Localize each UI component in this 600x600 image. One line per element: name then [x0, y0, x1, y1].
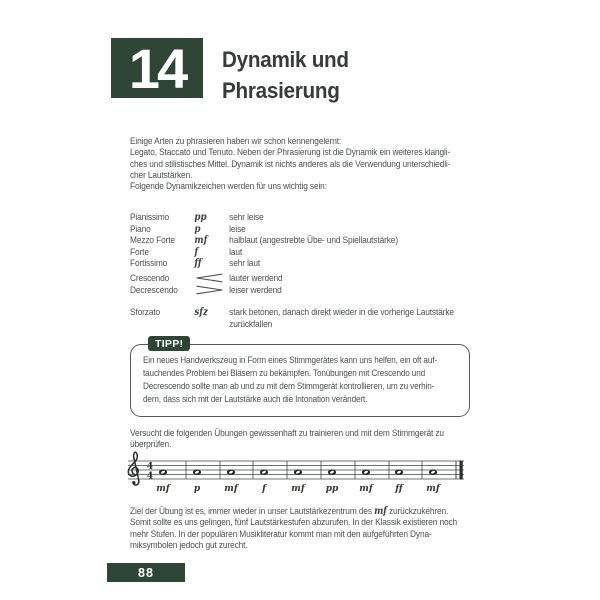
dynamic-description: laut [229, 246, 243, 258]
tip-line: Decrescendo sollte man ab und zu mit dem Stimmgerät kontrollieren, um zu verhin- [143, 381, 435, 392]
music-staff-svg [126, 449, 468, 495]
dynamic-marking: mf [156, 484, 170, 494]
dynamic-description: zurückfallen [229, 318, 273, 330]
whole-note [260, 469, 268, 475]
dynamic-marking: pp [325, 484, 339, 494]
svg-text:4: 4 [146, 471, 154, 482]
inline-mf-symbol: mf [374, 506, 387, 517]
dynamic-description: halblaut (angestrebte Übe- und Spiellautstärke) [229, 235, 398, 247]
music-staff [126, 449, 468, 495]
paragraph-line: Versucht die folgenden Übungen gewissenhaft zu trainieren und mit dem Stimmgerät zu [130, 428, 444, 439]
page-number-box [107, 563, 185, 582]
whole-note [429, 469, 437, 475]
dynamic-marking: p [193, 484, 201, 494]
paragraph-line: Legato, Staccato und Tenuto. Neben der Phrasierung ist die Dynamik ein weiteres klangli- [130, 147, 451, 159]
chapter-number: 14 [128, 36, 186, 100]
paragraph-line: Somit sollte es uns gelingen, fünf Lautstärkestufen abzurufen. In der Klassik existieren noch [130, 517, 458, 529]
dynamic-name: Mezzo Forte [130, 235, 175, 247]
dynamic-symbol: ff [194, 258, 202, 270]
dynamic-symbol: pp [194, 212, 207, 223]
tip-line: Ein neues Handwerkszeug in Form eines Stimmgerätes kann uns helfen, ein oft auf- [143, 355, 437, 366]
whole-note [328, 469, 336, 475]
dynamic-description: lauter werdend [229, 273, 283, 284]
dynamic-marking: mf [224, 484, 238, 494]
dynamic-name: Sforzato [130, 307, 161, 318]
table-row [130, 235, 398, 247]
sforzato-row [130, 307, 454, 330]
dynamic-description: leiser werdend [229, 285, 282, 297]
svg-text:4: 4 [146, 462, 154, 473]
paragraph-line: Folgende Dynamikzeichen werden für uns wichtig sein: [130, 181, 327, 193]
dynamic-name: Crescendo [130, 273, 170, 284]
table-row [130, 224, 398, 236]
chapter-number-box [111, 38, 203, 98]
tip-line: tauchendes Problem bei Bläsern zu bekämpfen. Tonübungen mit Crescendo und [143, 368, 426, 379]
tip-line: dern, dass sich mit der Lautstärke auch die Intonation verändert. [143, 394, 368, 405]
crescendo-hairpin-icon [194, 273, 224, 283]
dynamic-symbol: f [194, 246, 199, 258]
paragraph-line: Ziel der Übung ist es, immer wieder in unser Lautstärkezentrum des mf zurückzukehren. [130, 506, 449, 517]
chapter-title-line: Phrasierung [222, 78, 340, 103]
dynamic-name: Piano [130, 223, 151, 235]
whole-note [362, 469, 370, 475]
whole-note [159, 469, 167, 475]
final-bar-line [460, 461, 463, 480]
decrescendo-row [130, 285, 283, 297]
dynamic-symbol: mf [194, 235, 208, 247]
dynamic-marking: mf [359, 484, 373, 494]
dynamic-name: Forte [130, 246, 149, 258]
crescendo-row [130, 273, 283, 285]
paragraph-line: überprüfen. [130, 439, 172, 451]
whole-note [294, 469, 302, 475]
dynamic-marking: mf [426, 484, 440, 494]
treble-clef-icon [128, 452, 139, 485]
table-row [130, 247, 398, 259]
exercise-intro-paragraph [130, 428, 444, 451]
table-row [130, 212, 398, 224]
dynamic-symbol: sfz [194, 307, 208, 318]
dynamic-marking: f [262, 484, 266, 494]
tip-text [143, 354, 437, 406]
dynamics-table [130, 212, 398, 270]
intro-paragraph [130, 136, 450, 192]
dynamic-name: Decrescendo [130, 285, 178, 297]
dynamic-name: Fortissimo [130, 258, 168, 270]
dynamic-description: sehr laut [229, 258, 261, 270]
dynamic-marking: ff [395, 484, 403, 494]
tip-label: TIPP! [148, 336, 190, 351]
paragraph-line: mehr Stufen. In der populären Musikliteratur kommt man mit den aufgeführten Dyna- [130, 528, 432, 540]
dynamic-description: sehr leise [229, 212, 264, 223]
paragraph-line: ches und stilistisches Mittel. Dynamik ist nichts anderes als die Verwendung unterschiedli- [130, 158, 451, 170]
table-row [130, 258, 398, 270]
dynamic-description: stark betonen, danach direkt wieder in die vorherige Lautstärke [229, 307, 454, 318]
dynamic-marking: mf [291, 484, 305, 494]
dynamic-name: Pianissimo [130, 212, 170, 223]
page-number: 88 [138, 565, 154, 580]
dynamic-description: leise [229, 223, 246, 235]
chapter-title-line: Dynamik und [222, 47, 349, 72]
paragraph-line: Einige Arten zu phrasieren haben wir schon kennengelernt: [130, 136, 342, 147]
whole-note [395, 469, 403, 475]
chapter-title [222, 44, 349, 106]
tip-box [130, 338, 470, 417]
whole-note [193, 469, 201, 475]
dynamic-symbol: p [194, 223, 201, 235]
paragraph-line: cher Lautstärken. [130, 169, 193, 181]
paragraph-line: miksymbolen jedoch gut zurecht. [130, 539, 248, 551]
decrescendo-hairpin-icon [194, 285, 224, 295]
time-signature [147, 462, 153, 481]
hairpin-rows [130, 273, 283, 297]
whole-note [227, 469, 235, 475]
closing-paragraph [130, 506, 457, 551]
